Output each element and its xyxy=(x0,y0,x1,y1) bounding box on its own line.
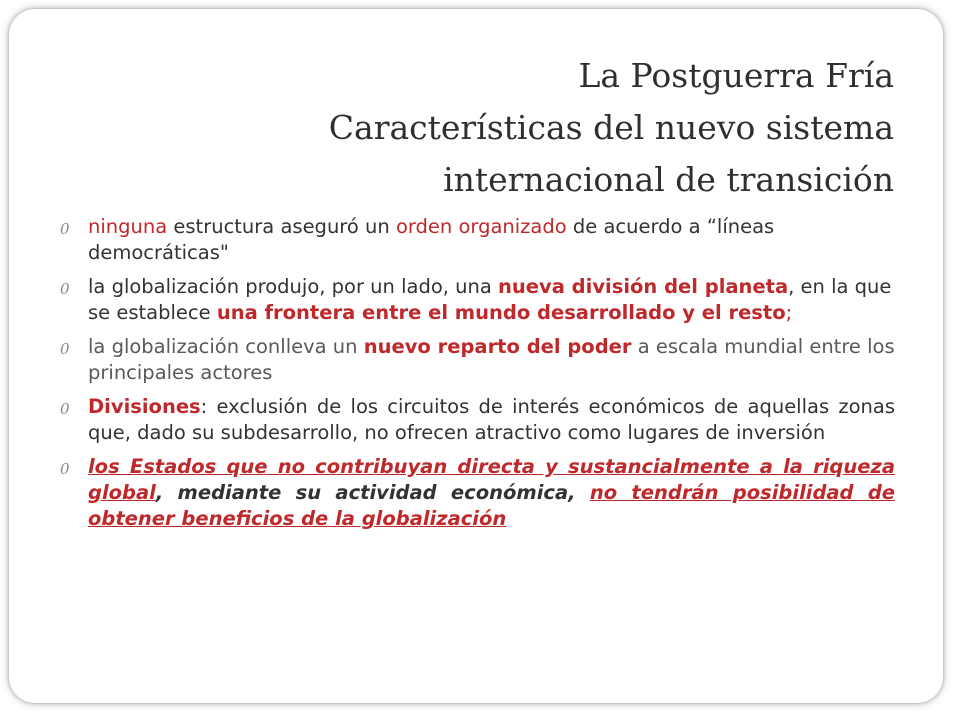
bullet-2-text-3: , en la que se establece xyxy=(88,275,892,324)
bullet-3-text-1: la globalización conlleva un xyxy=(88,335,364,358)
bullet-marker: 0 xyxy=(60,460,70,478)
title-line-2: Características del nuevo sistema xyxy=(328,108,894,147)
bullet-2-text-5: ; xyxy=(785,301,793,324)
bullet-item-3 xyxy=(60,334,895,386)
bullet-3-text-3: a escala mundial entre los principales actores xyxy=(88,335,895,384)
bullet-4-text-1: Divisiones xyxy=(88,395,201,418)
bullet-marker: 0 xyxy=(60,280,70,298)
bullet-item-4 xyxy=(60,394,895,446)
bullet-5-text-1: los Estados que no contribuyan directa y sustancialmente a la riqueza global xyxy=(88,455,895,504)
bullet-marker: 0 xyxy=(60,340,70,358)
bullet-1-text-1: ninguna xyxy=(88,215,168,238)
bullet-list xyxy=(60,214,895,540)
title-line-3: internacional de transición xyxy=(443,160,894,199)
bullet-item-2 xyxy=(60,274,895,326)
bullet-5-text-2: , mediante su actividad económica, xyxy=(155,481,590,504)
bullet-marker: 0 xyxy=(60,400,70,418)
bullet-3-text-2: nuevo reparto del poder xyxy=(363,335,632,358)
bullet-1-text-4: de acuerdo a “líneas democráticas" xyxy=(88,215,775,264)
title-line-1: La Postguerra Fría xyxy=(578,56,894,95)
bullet-item-1 xyxy=(60,214,895,266)
bullet-marker: 0 xyxy=(60,220,70,238)
bullet-1-text-2: estructura aseguró un xyxy=(167,215,396,238)
bullet-2-text-2: nueva división del planeta xyxy=(498,275,789,298)
slide-title xyxy=(94,50,894,206)
bullet-1-text-3: orden organizado xyxy=(395,215,567,238)
bullet-2-text-1: la globalización produjo, por un lado, una xyxy=(88,275,499,298)
bullet-5-text-3: no tendrán posibilidad de obtener beneficios de la globalización xyxy=(88,481,896,530)
bullet-item-5 xyxy=(60,454,895,532)
bullet-2-text-4: una frontera entre el mundo desarrollado y el resto xyxy=(216,301,786,324)
bullet-4-text-2: : exclusión de los circuitos de interés económicos de aquellas zonas que, dado su subdesarrollo, no ofrecen atractivo como lugares de inversión xyxy=(88,395,895,444)
